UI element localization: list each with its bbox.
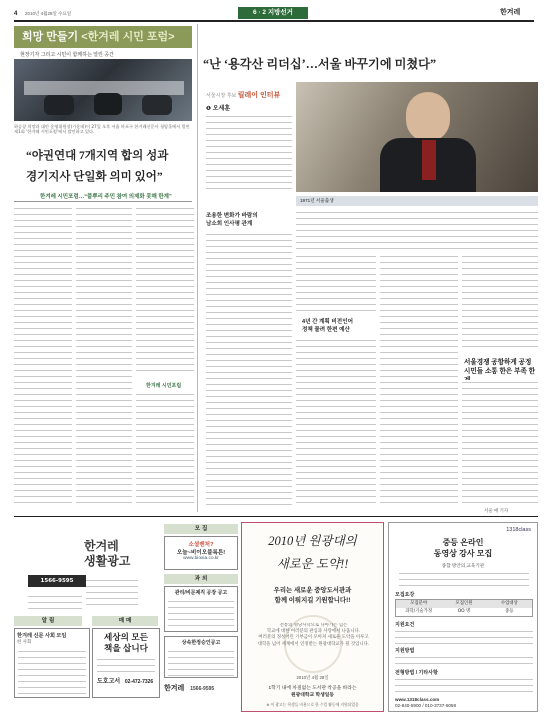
ad-section-rule [14, 516, 538, 517]
recruit-label: 모 집 [164, 524, 238, 534]
classified-info-2 [28, 594, 82, 614]
interview-byline: 서울 매 기자 [484, 508, 509, 513]
class-etc-lines [395, 677, 533, 693]
right-body-col-4b [462, 380, 538, 506]
class-section-1: 모집요강 [395, 592, 415, 598]
class-ad-intro: 종합 방안의 교육기관 [441, 563, 485, 568]
left-body-col-3 [136, 206, 194, 376]
classified-title: 생활광고 [84, 554, 131, 568]
left-subhead-rule [14, 201, 192, 202]
library-ad-hand-line-1: 2010년 원광대의 [268, 534, 357, 548]
left-columnist: 한겨레 시민포럼 [146, 383, 182, 389]
class-ad-intro-lines [399, 571, 529, 587]
class-section-3: 지원방법 [395, 648, 415, 654]
profile-list [296, 210, 538, 250]
sale-label: 매 매 [92, 616, 158, 626]
left-body-col-1 [14, 206, 72, 506]
library-ad-headline: 우리는 새로운 중앙도서관과 함께 이뤄지길 기원합니다!! [273, 587, 352, 604]
library-ad-hand-line-2: 새로운 도약!! [276, 557, 349, 571]
right-body-col-4 [462, 254, 538, 350]
interview-headline: “난 ‘용각산 리더십’…서울 바꾸기에 미쳤다” [203, 57, 437, 71]
interview-intro [206, 114, 292, 190]
right-body-col-2b [296, 338, 376, 506]
classified-phone-box: 1566-9595 [28, 575, 86, 587]
class-req-lines [395, 629, 533, 645]
right-body-col-2 [296, 254, 376, 314]
library-ad-footnote: ※ 이 광고는 학생들 비용으로 한 수업 활동에 지원되었음 [266, 703, 359, 707]
page-number: 4 [14, 11, 18, 17]
left-body-col-3b [136, 392, 194, 506]
class-method-lines [395, 655, 533, 667]
forum-photo [14, 59, 192, 121]
series-title: 희망 만들기 <한겨레 시민 포럼> [22, 31, 175, 43]
left-headline: “야권연대 7개지역 합의 성과 경기지사 단일화 의미 있어” [26, 150, 169, 183]
library-ad-signature: 1학기 내에 차질없는 도서관 착공을 바라는 원광대학교 학생일동 [268, 686, 357, 698]
inheritance-ad: 상속한정승인공고 [164, 636, 238, 678]
subhead-a: 조용한 변화가 바람의 남소희 인사평 관계 [206, 213, 258, 227]
notice-ad: 한겨레 신문 사회 모임 한 사회 [14, 628, 90, 698]
bio-ad: 소셜벤처? 오늘~비이오블록튼! www.bioxia.co.kr [164, 536, 238, 570]
subhead-b: 4년 간 계획 비전인어 정책 물려 한편 예산 [302, 319, 354, 333]
paper-nameplate: 한겨레 [500, 9, 521, 16]
class-table: 모집분야 모집인원 수업대상 과학/기술가정 OO 명 중등 [395, 599, 533, 617]
library-ad-date: 2010년 4월 28일 [296, 675, 329, 680]
class-ad [388, 522, 538, 712]
left-subhead: 한겨레 시민포럼…“풀뿌리 주민 참여 의제화 못해 한계” [40, 194, 172, 200]
factory-ad: 관리/비문제직 공장 공고 [164, 586, 238, 632]
class-section-4: 전형방법 / 기타사항 [395, 670, 438, 676]
header-rule [14, 20, 534, 22]
class-ad-title: 중등 온라인 동영상 강사 모집 [433, 538, 493, 558]
left-body-col-2 [76, 206, 132, 506]
series-deck: 현장기자 그리고 시민이 함께하는 열린 공간 [20, 52, 114, 58]
library-ad [241, 522, 384, 712]
classified-info [86, 578, 138, 610]
right-body-col-3 [380, 254, 458, 506]
photo-caption: 하승창 희망과 대안 운영위원장(가운데)이 27일 오후 서울 마포구 한겨레신문사 청암홀에서 열린 제1회 '한겨레 시민포럼'에서 발언하고 있다. [14, 124, 190, 135]
tutor-label: 과 외 [164, 574, 238, 584]
right-body-col-1 [206, 232, 292, 506]
class-ad-brand: 1318class [506, 527, 531, 533]
pull-quote: 서울경쟁 공항하게 공정 시민들 소통 한은 부족 한 [464, 359, 536, 375]
class-section-2: 지원요건 [395, 622, 415, 628]
column-divider [197, 24, 198, 512]
section-tab: 6 · 2 지방선거 [238, 7, 308, 19]
profile-caption: 1971년 서울출생 [300, 198, 334, 203]
classified-brand: 한겨레 [84, 539, 119, 553]
candidate-photo [296, 82, 538, 192]
book-buy-ad: 세상의 모든 책을 삽니다 도호고서 02-472-7326 [92, 628, 160, 698]
class-ad-footer: www.1318class.com 02-840-5900 / 010-3737-5058 [395, 697, 457, 708]
candidate-name: ❶ 오세훈 [206, 106, 231, 112]
interview-kicker: 서울시장 후보 릴레이 인터뷰 [206, 92, 281, 99]
issue-date: 2010년 4월28일 수요일 [25, 11, 72, 16]
notice-label: 알 림 [14, 616, 82, 626]
library-ad-body: 전통의 명당사학으로 나아가는 힘은 학교에 대한 여러분의 관심과 사랑에서 나옵니다. 여러분의 정성어린 기부금이 모아져 새로운 도약을 이루고 대학을 넘어 세계에서 인정받는 원광대학교가 될 것입니다. [257, 623, 370, 647]
mid-brand-line: 한겨레 1566-9595 [164, 685, 215, 692]
